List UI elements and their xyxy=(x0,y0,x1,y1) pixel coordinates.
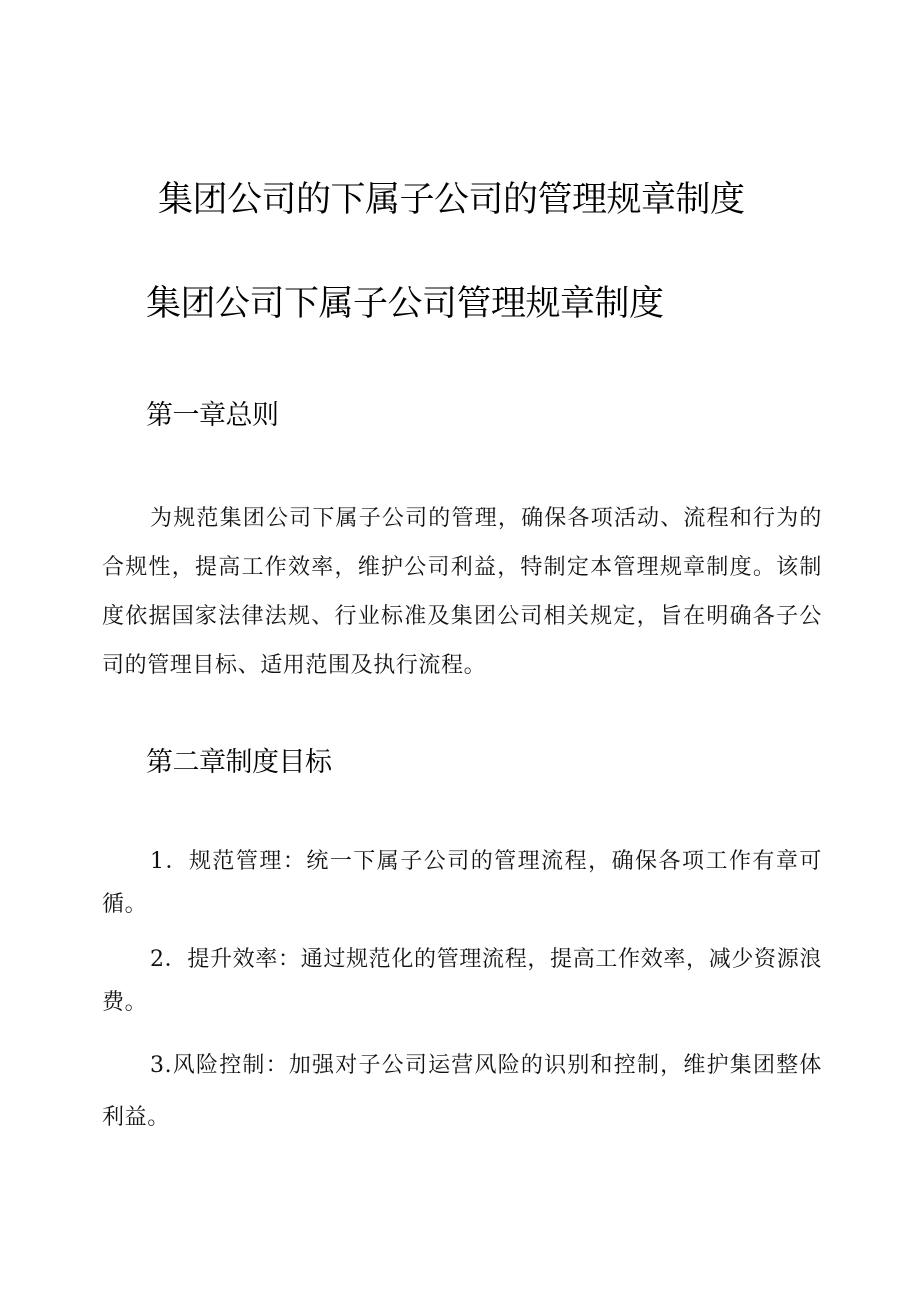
chapter-2-item-2: 2．提升效率：通过规范化的管理流程，提高工作效率，减少资源浪费。 xyxy=(102,947,822,1015)
chapter-1-paragraph: 为规范集团公司下属子公司的管理，确保各项活动、流程和行为的合规性，提高工作效率，维护公司利益，特制定本管理规章制度。该制度依据国家法律法规、行业标准及集团公司相关规定，旨在明确各子公司的管理目标、适用范围及执行流程。 xyxy=(102,506,822,678)
document-sub-title: 集团公司下属子公司管理规章制度 xyxy=(146,284,664,324)
chapter-2-item-1: 1．规范管理：统一下属子公司的管理流程，确保各项工作有章可循。 xyxy=(102,849,822,917)
chapter-2-item-3: 3.风险控制：加强对子公司运营风险的识别和控制，维护集团整体利益。 xyxy=(102,1053,822,1130)
document-main-title: 集团公司的下属子公司的管理规章制度 xyxy=(158,180,745,220)
chapter-1-heading: 第一章总则 xyxy=(146,400,279,431)
chapter-2-heading: 第二章制度目标 xyxy=(146,747,332,778)
